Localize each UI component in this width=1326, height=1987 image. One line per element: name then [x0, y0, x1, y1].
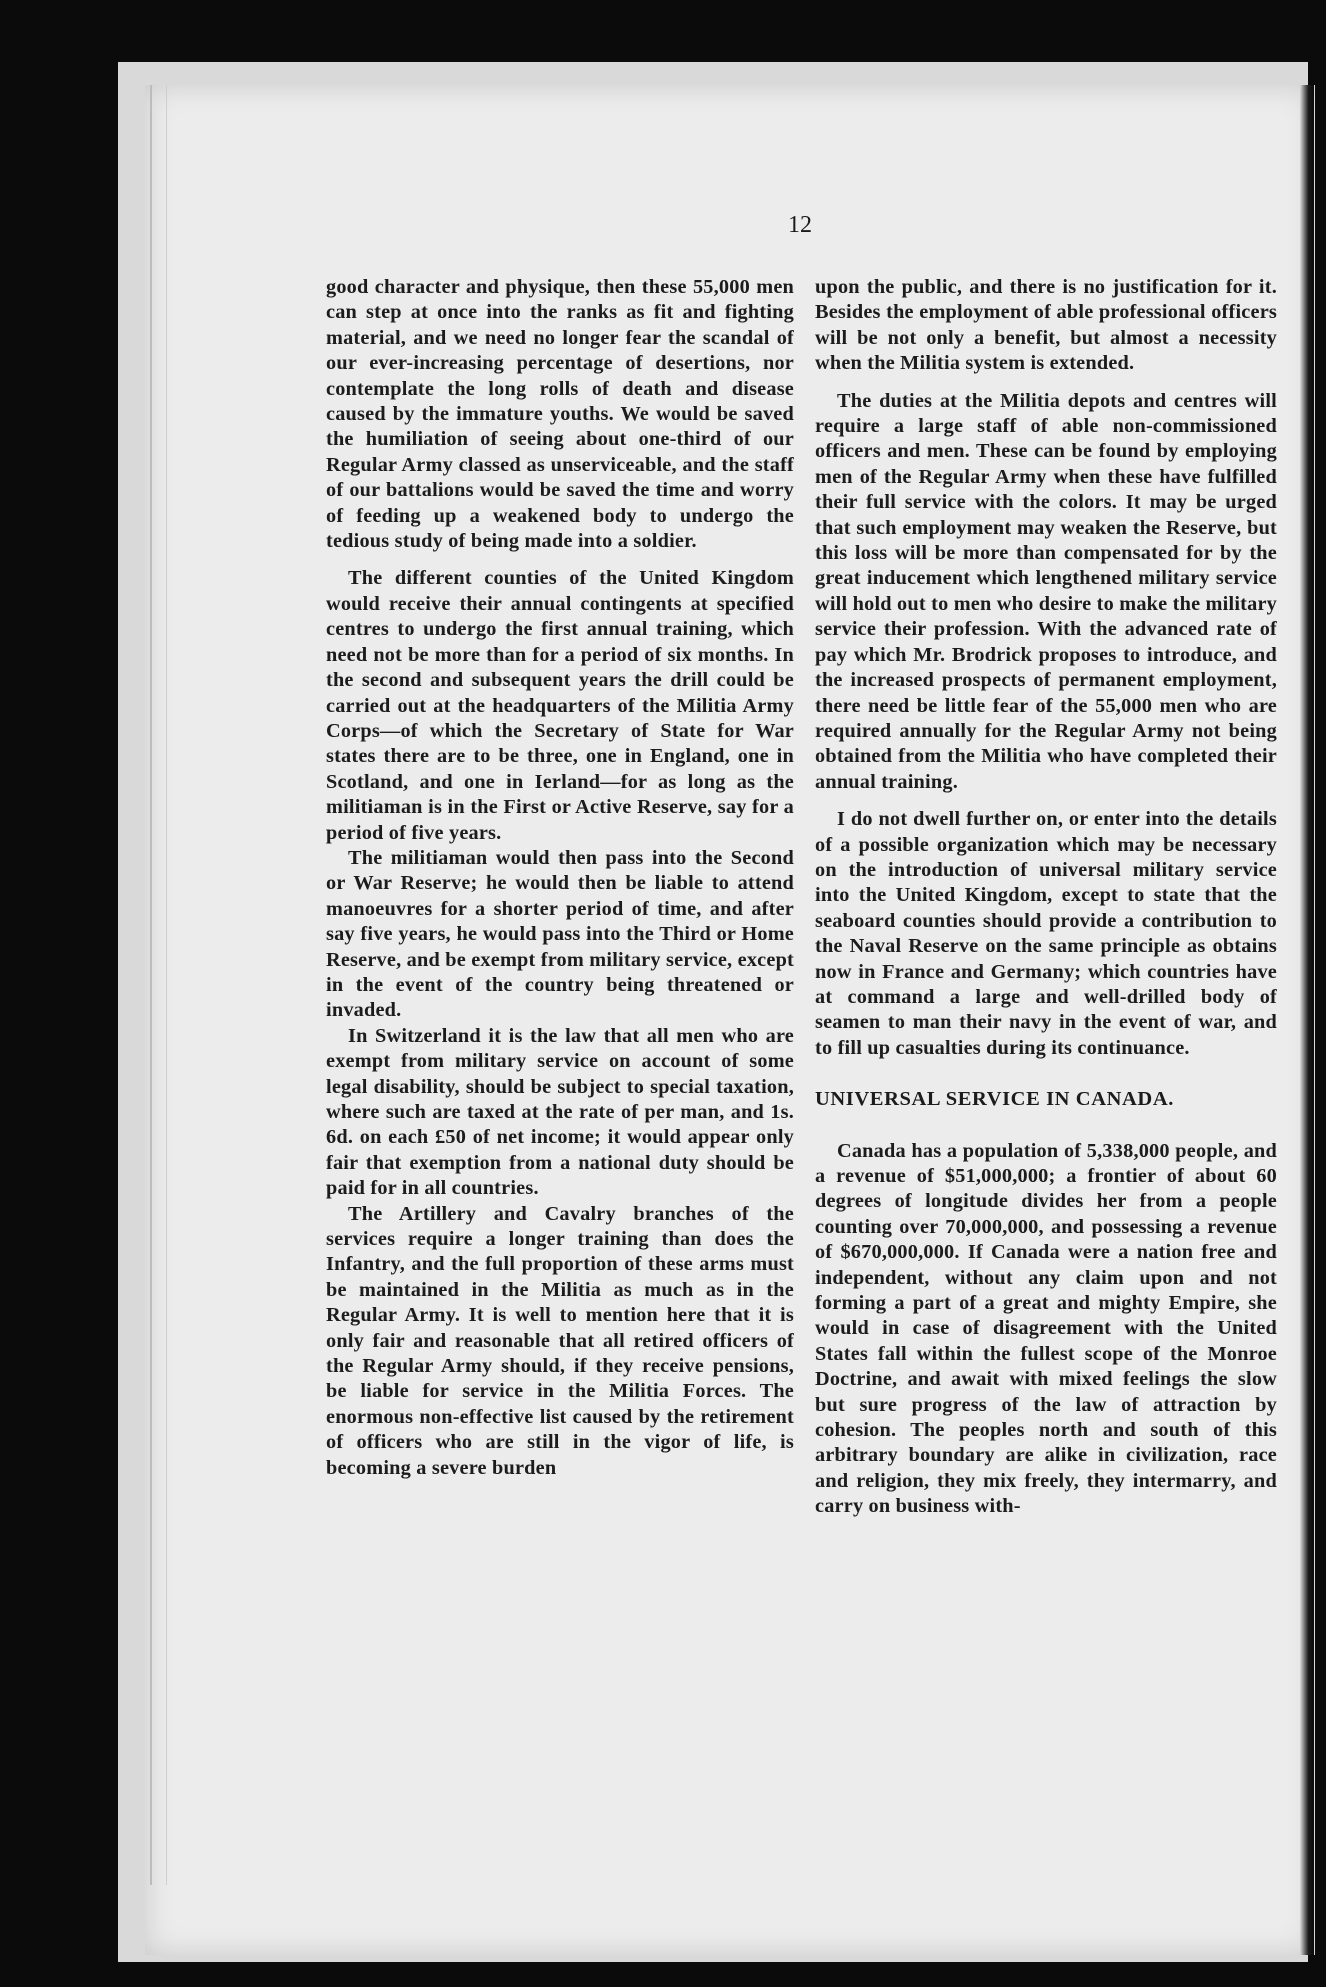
left-column	[326, 275, 794, 1481]
binding-edge	[1300, 85, 1314, 1955]
paragraph: good character and physique, then these 55,000 men can step at once into the ranks as fit and fighting material, and we need no longer fear the scandal of our ever-increasing percentage of desertions, nor contemplate the long rolls of death and disease caused by the immature youths. We would be saved the humiliation of seeing about one-third of our Regular Army classed as unserviceable, and the staff of our battalions would be saved the time and worry of feeding up a weakened body to undergo the tedious study of being made into a soldier.	[326, 276, 794, 553]
paragraph: upon the public, and there is no justification for it. Besides the employment of able professional officers will be not only a benefit, but almost a necessity when the Militia system is extended.	[815, 276, 1277, 375]
paragraph: The militiaman would then pass into the Second or War Reserve; he would then be liable to attend manoeuvres for a shorter period of time, and after say five years, he would pass into the Third or Home Reserve, and be exempt from military service, except in the event of the country being threatened or invaded.	[326, 846, 794, 1022]
paragraph: Canada has a population of 5,338,000 people, and a revenue of $51,000,000; a frontier of about 60 degrees of longitude divides her from a people counting over 70,000,000, and possessing a revenue of $670,000,000. If Canada were a nation free and independent, without any claim upon and not forming a part of a great and mighty Empire, she would in case of disagreement with the United States fall within the fullest scope of the Monroe Doctrine, and await with mixed feelings the slow but sure progress of the law of attraction by cohesion. The peoples north and south of this arbitrary boundary are alike in civilization, race and religion, they mix freely, they intermarry, and carry on business with-	[815, 1139, 1277, 1518]
page-number: 12	[788, 212, 812, 238]
page-edge	[150, 85, 167, 1885]
paragraph: The duties at the Militia depots and centres will require a large staff of able non-commissioned officers and men. These can be found by employing men of the Regular Army when these have fulfilled their full service with the colors. It may be urged that such employment may weaken the Reserve, but this loss will be more than compensated for by the great inducement which lengthened military service will hold out to men who desire to make the military service their profession. With the advanced rate of pay which Mr. Brodrick proposes to introduce, and the increased prospects of permanent employment, there need be little fear of the 55,000 men who are required annually for the Regular Army not being obtained from the Militia who have completed their annual training.	[815, 389, 1277, 793]
paragraph: I do not dwell further on, or enter into the details of a possible organization which may be necessary on the introduction of universal military service into the United Kingdom, except to state that the seaboard counties should provide a contribution to the Naval Reserve on the same principle as obtains now in France and Germany; which countries have at command a large and well-drilled body of seamen to man their navy in the event of war, and to fill up casualties during its continuance.	[815, 808, 1277, 1059]
right-column	[815, 275, 1277, 1520]
paragraph: The Artillery and Cavalry branches of the services require a longer training than does the Infantry, and the full proportion of these arms must be maintained in the Militia as much as in the Regular Army. It is well to mention here that it is only fair and reasonable that all retired officers of the Regular Army should, if they receive pensions, be liable for service in the Militia Forces. The enormous non-effective list caused by the retirement of officers who are still in the vigor of life, is becoming a severe burden	[326, 1202, 794, 1479]
section-heading: UNIVERSAL SERVICE IN CANADA.	[815, 1088, 1174, 1111]
paragraph: In Switzerland it is the law that all men who are exempt from military service on account of some legal disability, should be subject to special taxation, where such are taxed at the rate of per man, and 1s. 6d. on each £50 of net income; it would appear only fair that exemption from a national duty should be paid for in all countries.	[326, 1024, 794, 1200]
paragraph: The different counties of the United Kingdom would receive their annual contingents at specified centres to undergo the first annual training, which need not be more than for a period of six months. In the second and subsequent years the drill could be carried out at the headquarters of the Militia Army Corps—of which the Secretary of State for War states there are to be three, one in England, one in Scotland, and one in Ierland—for as long as the militiaman is in the First or Active Reserve, say for a period of five years.	[326, 567, 794, 844]
